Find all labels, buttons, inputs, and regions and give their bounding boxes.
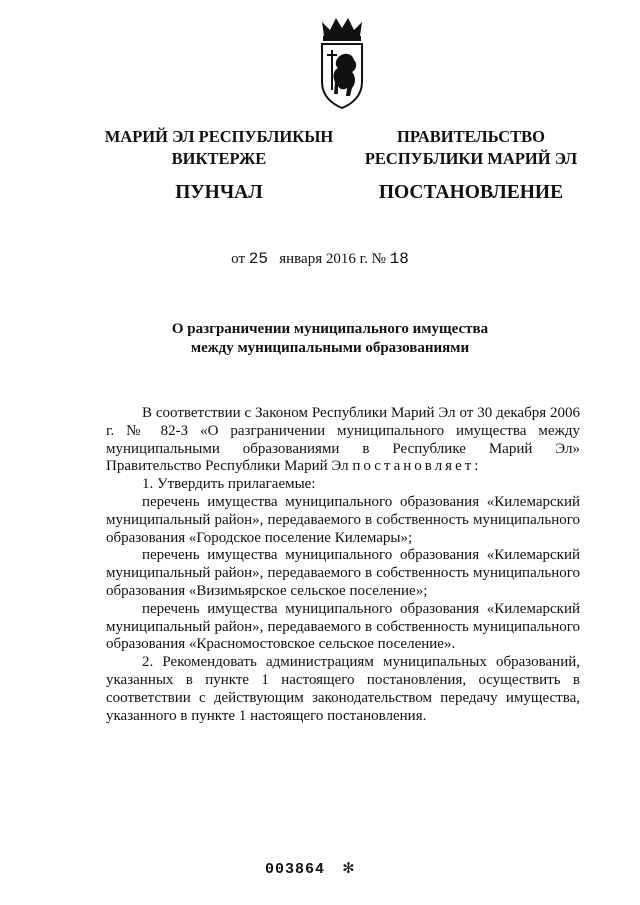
date-month-year: января 2016 г. №	[279, 251, 386, 267]
title-line1: О разграничении муниципального имущества	[171, 321, 489, 337]
serial-number	[265, 857, 355, 879]
header-right-block	[362, 126, 580, 204]
header-left-line2: ВИКТЕРЖЕ	[171, 149, 267, 168]
preamble-text: В соответствии с Законом Республики Марий Эл от 30 декабря 2006 г. № 82-З «О разграничении муниципального имущества между муниципальными образованиями в Республике Марий Эл» Правительство Республики Марий Эл	[106, 405, 580, 475]
header-left-doc-type: ПУНЧАЛ	[175, 182, 263, 203]
list-item: перечень имущества муниципального образования «Килемарский муниципальный район», передаваемого в собственность муниципального образования «Красномостовское сельское поселение».	[106, 600, 580, 653]
document-number: 18	[389, 250, 409, 268]
header-right-line1: ПРАВИТЕЛЬСТВО	[397, 127, 545, 146]
header-left-line1: МАРИЙ ЭЛ РЕСПУБЛИКЫН	[104, 127, 334, 146]
coat-of-arms-bear-icon	[316, 14, 368, 110]
asterisk-mark: ✻	[343, 859, 355, 879]
title-line2: между муниципальными образованиями	[190, 340, 470, 356]
serial-digits: 003864	[265, 861, 326, 878]
document-body	[106, 405, 580, 725]
item-1: 1. Утвердить прилагаемые:	[142, 476, 316, 493]
date-line	[0, 250, 640, 268]
header-left-block	[100, 126, 338, 204]
list-item: перечень имущества муниципального образования «Килемарский муниципальный район», передаваемого в собственность муниципального образования «Городское поселение Килемары»;	[106, 493, 580, 546]
item-2: 2. Рекомендовать администрациям муниципальных образований, указанных в пункте 1 настоящего постановления, осуществить в соответствии с действующим законодательством передачу имущества, указанного в пункте 1 настоящего постановления.	[106, 654, 580, 724]
header-right-doc-type: ПОСТАНОВЛЕНИЕ	[378, 182, 564, 203]
resolves-word: постановляет:	[352, 458, 482, 475]
list-item: перечень имущества муниципального образования «Килемарский муниципальный район», передаваемого в собственность муниципального образования «Визимьярское сельское поселение»;	[106, 547, 580, 599]
date-day: 25	[248, 250, 268, 268]
preamble-paragraph	[106, 405, 580, 476]
header-right-line2: РЕСПУБЛИКИ МАРИЙ ЭЛ	[364, 149, 578, 168]
document-title	[0, 320, 640, 358]
date-prefix: от	[231, 251, 246, 267]
